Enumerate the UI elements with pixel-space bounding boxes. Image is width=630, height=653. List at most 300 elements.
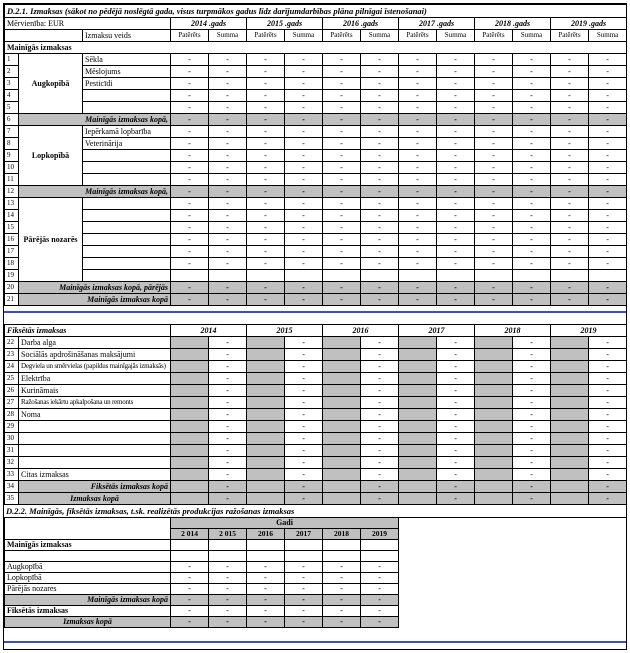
value-cell[interactable]: - xyxy=(285,198,323,210)
value-cell[interactable]: - xyxy=(551,66,589,78)
value-cell[interactable]: - xyxy=(513,373,551,385)
value-cell[interactable] xyxy=(247,551,285,562)
value-cell[interactable]: - xyxy=(361,562,399,573)
value-cell[interactable]: - xyxy=(323,246,361,258)
value-cell[interactable]: - xyxy=(589,54,627,66)
cost-label[interactable] xyxy=(83,102,171,114)
value-cell[interactable]: - xyxy=(209,78,247,90)
value-cell[interactable]: - xyxy=(285,337,323,349)
value-cell[interactable]: - xyxy=(285,457,323,469)
value-cell[interactable]: - xyxy=(247,150,285,162)
value-cell[interactable]: - xyxy=(171,150,209,162)
value-cell[interactable]: - xyxy=(285,469,323,481)
value-cell[interactable]: - xyxy=(437,433,475,445)
value-cell[interactable]: - xyxy=(323,78,361,90)
value-cell[interactable]: - xyxy=(551,198,589,210)
value-cell[interactable]: - xyxy=(589,150,627,162)
value-cell[interactable]: - xyxy=(551,90,589,102)
value-cell[interactable]: - xyxy=(361,385,399,397)
cost-label[interactable] xyxy=(83,90,171,102)
value-cell[interactable]: - xyxy=(171,210,209,222)
value-cell[interactable]: - xyxy=(285,126,323,138)
value-cell[interactable]: - xyxy=(323,66,361,78)
value-cell[interactable]: - xyxy=(323,126,361,138)
value-cell[interactable]: - xyxy=(171,66,209,78)
value-cell[interactable]: - xyxy=(171,246,209,258)
value-cell[interactable]: - xyxy=(361,126,399,138)
value-cell[interactable]: - xyxy=(513,66,551,78)
value-cell[interactable]: - xyxy=(513,138,551,150)
value-cell[interactable]: - xyxy=(437,349,475,361)
value-cell[interactable]: - xyxy=(513,78,551,90)
value-cell[interactable]: - xyxy=(589,198,627,210)
value-cell[interactable]: - xyxy=(171,258,209,270)
value-cell[interactable]: - xyxy=(589,66,627,78)
value-cell[interactable]: - xyxy=(323,562,361,573)
value-cell[interactable]: - xyxy=(285,210,323,222)
value-cell[interactable]: - xyxy=(323,234,361,246)
value-cell[interactable]: - xyxy=(399,90,437,102)
value-cell[interactable]: - xyxy=(247,102,285,114)
value-cell[interactable]: - xyxy=(551,174,589,186)
value-cell[interactable]: - xyxy=(589,445,627,457)
value-cell[interactable]: - xyxy=(209,246,247,258)
value-cell[interactable]: - xyxy=(247,90,285,102)
value-cell[interactable]: - xyxy=(437,66,475,78)
value-cell[interactable]: - xyxy=(285,397,323,409)
value-cell[interactable] xyxy=(323,270,361,282)
value-cell[interactable]: - xyxy=(551,138,589,150)
value-cell[interactable]: - xyxy=(171,234,209,246)
value-cell[interactable]: - xyxy=(513,102,551,114)
value-cell[interactable]: - xyxy=(209,174,247,186)
value-cell[interactable] xyxy=(361,540,399,551)
value-cell[interactable]: - xyxy=(589,126,627,138)
value-cell[interactable]: - xyxy=(513,198,551,210)
value-cell[interactable]: - xyxy=(323,162,361,174)
value-cell[interactable]: - xyxy=(209,126,247,138)
value-cell[interactable]: - xyxy=(437,78,475,90)
value-cell[interactable]: - xyxy=(475,66,513,78)
value-cell[interactable]: - xyxy=(551,222,589,234)
value-cell[interactable]: - xyxy=(513,421,551,433)
value-cell[interactable]: - xyxy=(285,349,323,361)
value-cell[interactable]: - xyxy=(285,445,323,457)
value-cell[interactable]: - xyxy=(589,174,627,186)
value-cell[interactable]: - xyxy=(323,210,361,222)
value-cell[interactable]: - xyxy=(551,150,589,162)
value-cell[interactable]: - xyxy=(285,174,323,186)
value-cell[interactable]: - xyxy=(285,102,323,114)
value-cell[interactable]: - xyxy=(247,258,285,270)
value-cell[interactable]: - xyxy=(589,397,627,409)
value-cell[interactable] xyxy=(171,551,209,562)
value-cell[interactable]: - xyxy=(209,457,247,469)
value-cell[interactable]: - xyxy=(209,606,247,617)
value-cell[interactable]: - xyxy=(475,222,513,234)
value-cell[interactable]: - xyxy=(475,90,513,102)
value-cell[interactable] xyxy=(171,540,209,551)
value-cell[interactable]: - xyxy=(209,222,247,234)
value-cell[interactable]: - xyxy=(361,373,399,385)
value-cell[interactable]: - xyxy=(437,361,475,373)
value-cell[interactable]: - xyxy=(361,222,399,234)
cost-label[interactable] xyxy=(83,222,171,234)
value-cell[interactable] xyxy=(209,551,247,562)
value-cell[interactable]: - xyxy=(285,562,323,573)
value-cell[interactable]: - xyxy=(437,397,475,409)
value-cell[interactable]: - xyxy=(589,162,627,174)
value-cell[interactable]: - xyxy=(437,162,475,174)
value-cell[interactable]: - xyxy=(209,409,247,421)
value-cell[interactable]: - xyxy=(247,562,285,573)
value-cell[interactable]: - xyxy=(209,361,247,373)
value-cell[interactable]: - xyxy=(361,469,399,481)
value-cell[interactable]: - xyxy=(437,258,475,270)
cost-label[interactable] xyxy=(19,421,171,433)
cost-label[interactable] xyxy=(83,234,171,246)
value-cell[interactable]: - xyxy=(589,102,627,114)
value-cell[interactable]: - xyxy=(399,234,437,246)
value-cell[interactable]: - xyxy=(323,222,361,234)
value-cell[interactable]: - xyxy=(589,469,627,481)
value-cell[interactable]: - xyxy=(437,102,475,114)
value-cell[interactable]: - xyxy=(171,562,209,573)
value-cell[interactable]: - xyxy=(361,66,399,78)
value-cell[interactable]: - xyxy=(475,174,513,186)
value-cell[interactable]: - xyxy=(437,234,475,246)
value-cell[interactable] xyxy=(285,270,323,282)
value-cell[interactable]: - xyxy=(285,258,323,270)
value-cell[interactable]: - xyxy=(285,606,323,617)
value-cell[interactable]: - xyxy=(209,373,247,385)
value-cell[interactable]: - xyxy=(475,54,513,66)
value-cell[interactable]: - xyxy=(285,409,323,421)
value-cell[interactable]: - xyxy=(589,210,627,222)
value-cell[interactable]: - xyxy=(513,469,551,481)
value-cell[interactable]: - xyxy=(285,78,323,90)
value-cell[interactable] xyxy=(437,270,475,282)
value-cell[interactable]: - xyxy=(209,258,247,270)
value-cell[interactable]: - xyxy=(551,162,589,174)
value-cell[interactable]: - xyxy=(361,54,399,66)
value-cell[interactable]: - xyxy=(437,337,475,349)
value-cell[interactable]: - xyxy=(209,102,247,114)
value-cell[interactable]: - xyxy=(361,162,399,174)
value-cell[interactable]: - xyxy=(285,246,323,258)
value-cell[interactable]: - xyxy=(399,138,437,150)
value-cell[interactable]: - xyxy=(209,234,247,246)
value-cell[interactable]: - xyxy=(589,234,627,246)
value-cell[interactable]: - xyxy=(551,258,589,270)
value-cell[interactable]: - xyxy=(437,138,475,150)
value-cell[interactable]: - xyxy=(209,433,247,445)
value-cell[interactable]: - xyxy=(589,78,627,90)
value-cell[interactable]: - xyxy=(171,90,209,102)
value-cell[interactable] xyxy=(247,540,285,551)
cost-label[interactable] xyxy=(19,457,171,469)
value-cell[interactable]: - xyxy=(361,78,399,90)
value-cell[interactable]: - xyxy=(323,198,361,210)
cost-label[interactable] xyxy=(19,433,171,445)
value-cell[interactable]: - xyxy=(513,162,551,174)
cost-label[interactable] xyxy=(83,174,171,186)
value-cell[interactable]: - xyxy=(209,397,247,409)
cost-label[interactable] xyxy=(83,210,171,222)
value-cell[interactable]: - xyxy=(361,234,399,246)
value-cell[interactable]: - xyxy=(513,210,551,222)
value-cell[interactable] xyxy=(171,270,209,282)
value-cell[interactable]: - xyxy=(323,174,361,186)
value-cell[interactable]: - xyxy=(171,573,209,584)
value-cell[interactable]: - xyxy=(513,234,551,246)
value-cell[interactable]: - xyxy=(285,373,323,385)
value-cell[interactable]: - xyxy=(247,246,285,258)
value-cell[interactable] xyxy=(551,270,589,282)
value-cell[interactable] xyxy=(399,270,437,282)
value-cell[interactable]: - xyxy=(247,573,285,584)
value-cell[interactable]: - xyxy=(399,246,437,258)
value-cell[interactable]: - xyxy=(475,138,513,150)
value-cell[interactable]: - xyxy=(209,162,247,174)
value-cell[interactable]: - xyxy=(361,246,399,258)
value-cell[interactable]: - xyxy=(247,584,285,595)
value-cell[interactable]: - xyxy=(513,258,551,270)
value-cell[interactable]: - xyxy=(551,126,589,138)
value-cell[interactable]: - xyxy=(589,457,627,469)
value-cell[interactable]: - xyxy=(589,409,627,421)
value-cell[interactable]: - xyxy=(285,138,323,150)
value-cell[interactable]: - xyxy=(209,90,247,102)
cost-label[interactable] xyxy=(83,270,171,282)
value-cell[interactable]: - xyxy=(285,234,323,246)
value-cell[interactable] xyxy=(323,551,361,562)
value-cell[interactable]: - xyxy=(551,102,589,114)
value-cell[interactable]: - xyxy=(399,102,437,114)
value-cell[interactable]: - xyxy=(285,385,323,397)
value-cell[interactable]: - xyxy=(361,573,399,584)
value-cell[interactable]: - xyxy=(171,78,209,90)
value-cell[interactable]: - xyxy=(361,584,399,595)
value-cell[interactable]: - xyxy=(399,150,437,162)
value-cell[interactable]: - xyxy=(285,162,323,174)
value-cell[interactable]: - xyxy=(589,90,627,102)
value-cell[interactable]: - xyxy=(513,409,551,421)
value-cell[interactable] xyxy=(475,270,513,282)
value-cell[interactable]: - xyxy=(285,54,323,66)
value-cell[interactable]: - xyxy=(323,258,361,270)
value-cell[interactable]: - xyxy=(209,584,247,595)
value-cell[interactable]: - xyxy=(551,246,589,258)
value-cell[interactable]: - xyxy=(551,78,589,90)
cost-label[interactable] xyxy=(83,150,171,162)
value-cell[interactable]: - xyxy=(475,246,513,258)
value-cell[interactable]: - xyxy=(209,562,247,573)
value-cell[interactable]: - xyxy=(209,573,247,584)
value-cell[interactable]: - xyxy=(437,198,475,210)
value-cell[interactable] xyxy=(361,551,399,562)
value-cell[interactable]: - xyxy=(589,138,627,150)
value-cell[interactable]: - xyxy=(361,337,399,349)
value-cell[interactable] xyxy=(209,540,247,551)
value-cell[interactable]: - xyxy=(247,78,285,90)
value-cell[interactable]: - xyxy=(399,78,437,90)
value-cell[interactable]: - xyxy=(399,66,437,78)
value-cell[interactable]: - xyxy=(513,126,551,138)
value-cell[interactable]: - xyxy=(513,457,551,469)
value-cell[interactable]: - xyxy=(171,54,209,66)
cost-label[interactable] xyxy=(83,162,171,174)
cost-label[interactable] xyxy=(19,445,171,457)
value-cell[interactable]: - xyxy=(323,138,361,150)
cost-label[interactable] xyxy=(83,198,171,210)
value-cell[interactable]: - xyxy=(247,234,285,246)
value-cell[interactable]: - xyxy=(361,397,399,409)
value-cell[interactable]: - xyxy=(475,210,513,222)
value-cell[interactable]: - xyxy=(361,258,399,270)
value-cell[interactable]: - xyxy=(437,54,475,66)
value-cell[interactable]: - xyxy=(209,445,247,457)
value-cell[interactable]: - xyxy=(361,138,399,150)
value-cell[interactable]: - xyxy=(399,210,437,222)
value-cell[interactable]: - xyxy=(361,361,399,373)
value-cell[interactable]: - xyxy=(399,126,437,138)
value-cell[interactable]: - xyxy=(589,337,627,349)
value-cell[interactable]: - xyxy=(437,421,475,433)
value-cell[interactable]: - xyxy=(551,210,589,222)
value-cell[interactable]: - xyxy=(209,66,247,78)
value-cell[interactable] xyxy=(361,270,399,282)
value-cell[interactable]: - xyxy=(399,198,437,210)
value-cell[interactable]: - xyxy=(361,210,399,222)
value-cell[interactable]: - xyxy=(513,349,551,361)
value-cell[interactable]: - xyxy=(361,102,399,114)
value-cell[interactable]: - xyxy=(285,361,323,373)
value-cell[interactable]: - xyxy=(399,162,437,174)
value-cell[interactable]: - xyxy=(323,102,361,114)
value-cell[interactable]: - xyxy=(475,258,513,270)
value-cell[interactable] xyxy=(285,540,323,551)
value-cell[interactable]: - xyxy=(437,174,475,186)
value-cell[interactable]: - xyxy=(513,385,551,397)
value-cell[interactable]: - xyxy=(551,54,589,66)
value-cell[interactable]: - xyxy=(247,126,285,138)
value-cell[interactable]: - xyxy=(475,102,513,114)
value-cell[interactable]: - xyxy=(171,584,209,595)
value-cell[interactable]: - xyxy=(323,606,361,617)
value-cell[interactable]: - xyxy=(285,90,323,102)
value-cell[interactable]: - xyxy=(247,210,285,222)
value-cell[interactable]: - xyxy=(209,421,247,433)
value-cell[interactable]: - xyxy=(209,54,247,66)
value-cell[interactable]: - xyxy=(209,337,247,349)
value-cell[interactable]: - xyxy=(361,606,399,617)
value-cell[interactable]: - xyxy=(589,421,627,433)
value-cell[interactable]: - xyxy=(361,445,399,457)
value-cell[interactable]: - xyxy=(171,222,209,234)
value-cell[interactable]: - xyxy=(209,469,247,481)
value-cell[interactable]: - xyxy=(437,469,475,481)
value-cell[interactable]: - xyxy=(285,573,323,584)
value-cell[interactable]: - xyxy=(285,222,323,234)
value-cell[interactable]: - xyxy=(589,222,627,234)
value-cell[interactable]: - xyxy=(513,337,551,349)
value-cell[interactable]: - xyxy=(323,573,361,584)
value-cell[interactable]: - xyxy=(171,198,209,210)
value-cell[interactable]: - xyxy=(285,421,323,433)
value-cell[interactable]: - xyxy=(247,162,285,174)
value-cell[interactable]: - xyxy=(589,385,627,397)
value-cell[interactable]: - xyxy=(437,409,475,421)
value-cell[interactable]: - xyxy=(513,397,551,409)
value-cell[interactable]: - xyxy=(475,234,513,246)
value-cell[interactable]: - xyxy=(589,258,627,270)
value-cell[interactable] xyxy=(247,270,285,282)
value-cell[interactable] xyxy=(285,551,323,562)
value-cell[interactable]: - xyxy=(513,222,551,234)
value-cell[interactable] xyxy=(513,270,551,282)
value-cell[interactable]: - xyxy=(589,433,627,445)
value-cell[interactable]: - xyxy=(247,222,285,234)
value-cell[interactable]: - xyxy=(361,150,399,162)
value-cell[interactable]: - xyxy=(285,584,323,595)
value-cell[interactable]: - xyxy=(209,198,247,210)
value-cell[interactable]: - xyxy=(399,54,437,66)
value-cell[interactable]: - xyxy=(589,246,627,258)
value-cell[interactable]: - xyxy=(361,433,399,445)
value-cell[interactable]: - xyxy=(209,138,247,150)
value-cell[interactable]: - xyxy=(437,210,475,222)
value-cell[interactable]: - xyxy=(513,54,551,66)
value-cell[interactable]: - xyxy=(285,150,323,162)
value-cell[interactable]: - xyxy=(513,150,551,162)
value-cell[interactable]: - xyxy=(589,349,627,361)
value-cell[interactable]: - xyxy=(437,90,475,102)
value-cell[interactable] xyxy=(209,270,247,282)
value-cell[interactable]: - xyxy=(209,150,247,162)
value-cell[interactable]: - xyxy=(285,66,323,78)
value-cell[interactable]: - xyxy=(171,102,209,114)
value-cell[interactable]: - xyxy=(171,126,209,138)
value-cell[interactable] xyxy=(323,540,361,551)
value-cell[interactable]: - xyxy=(171,162,209,174)
value-cell[interactable]: - xyxy=(437,126,475,138)
value-cell[interactable]: - xyxy=(209,349,247,361)
value-cell[interactable]: - xyxy=(361,349,399,361)
value-cell[interactable]: - xyxy=(437,373,475,385)
value-cell[interactable]: - xyxy=(437,246,475,258)
value-cell[interactable]: - xyxy=(475,162,513,174)
value-cell[interactable]: - xyxy=(513,433,551,445)
value-cell[interactable]: - xyxy=(437,457,475,469)
value-cell[interactable]: - xyxy=(171,174,209,186)
value-cell[interactable]: - xyxy=(361,174,399,186)
value-cell[interactable]: - xyxy=(247,198,285,210)
value-cell[interactable]: - xyxy=(361,198,399,210)
value-cell[interactable]: - xyxy=(513,174,551,186)
value-cell[interactable]: - xyxy=(247,174,285,186)
value-cell[interactable]: - xyxy=(551,234,589,246)
value-cell[interactable] xyxy=(589,270,627,282)
value-cell[interactable]: - xyxy=(247,66,285,78)
value-cell[interactable]: - xyxy=(399,174,437,186)
value-cell[interactable]: - xyxy=(475,150,513,162)
value-cell[interactable]: - xyxy=(171,606,209,617)
value-cell[interactable]: - xyxy=(247,606,285,617)
cost-label[interactable] xyxy=(83,258,171,270)
cost-label[interactable] xyxy=(83,246,171,258)
value-cell[interactable]: - xyxy=(209,210,247,222)
